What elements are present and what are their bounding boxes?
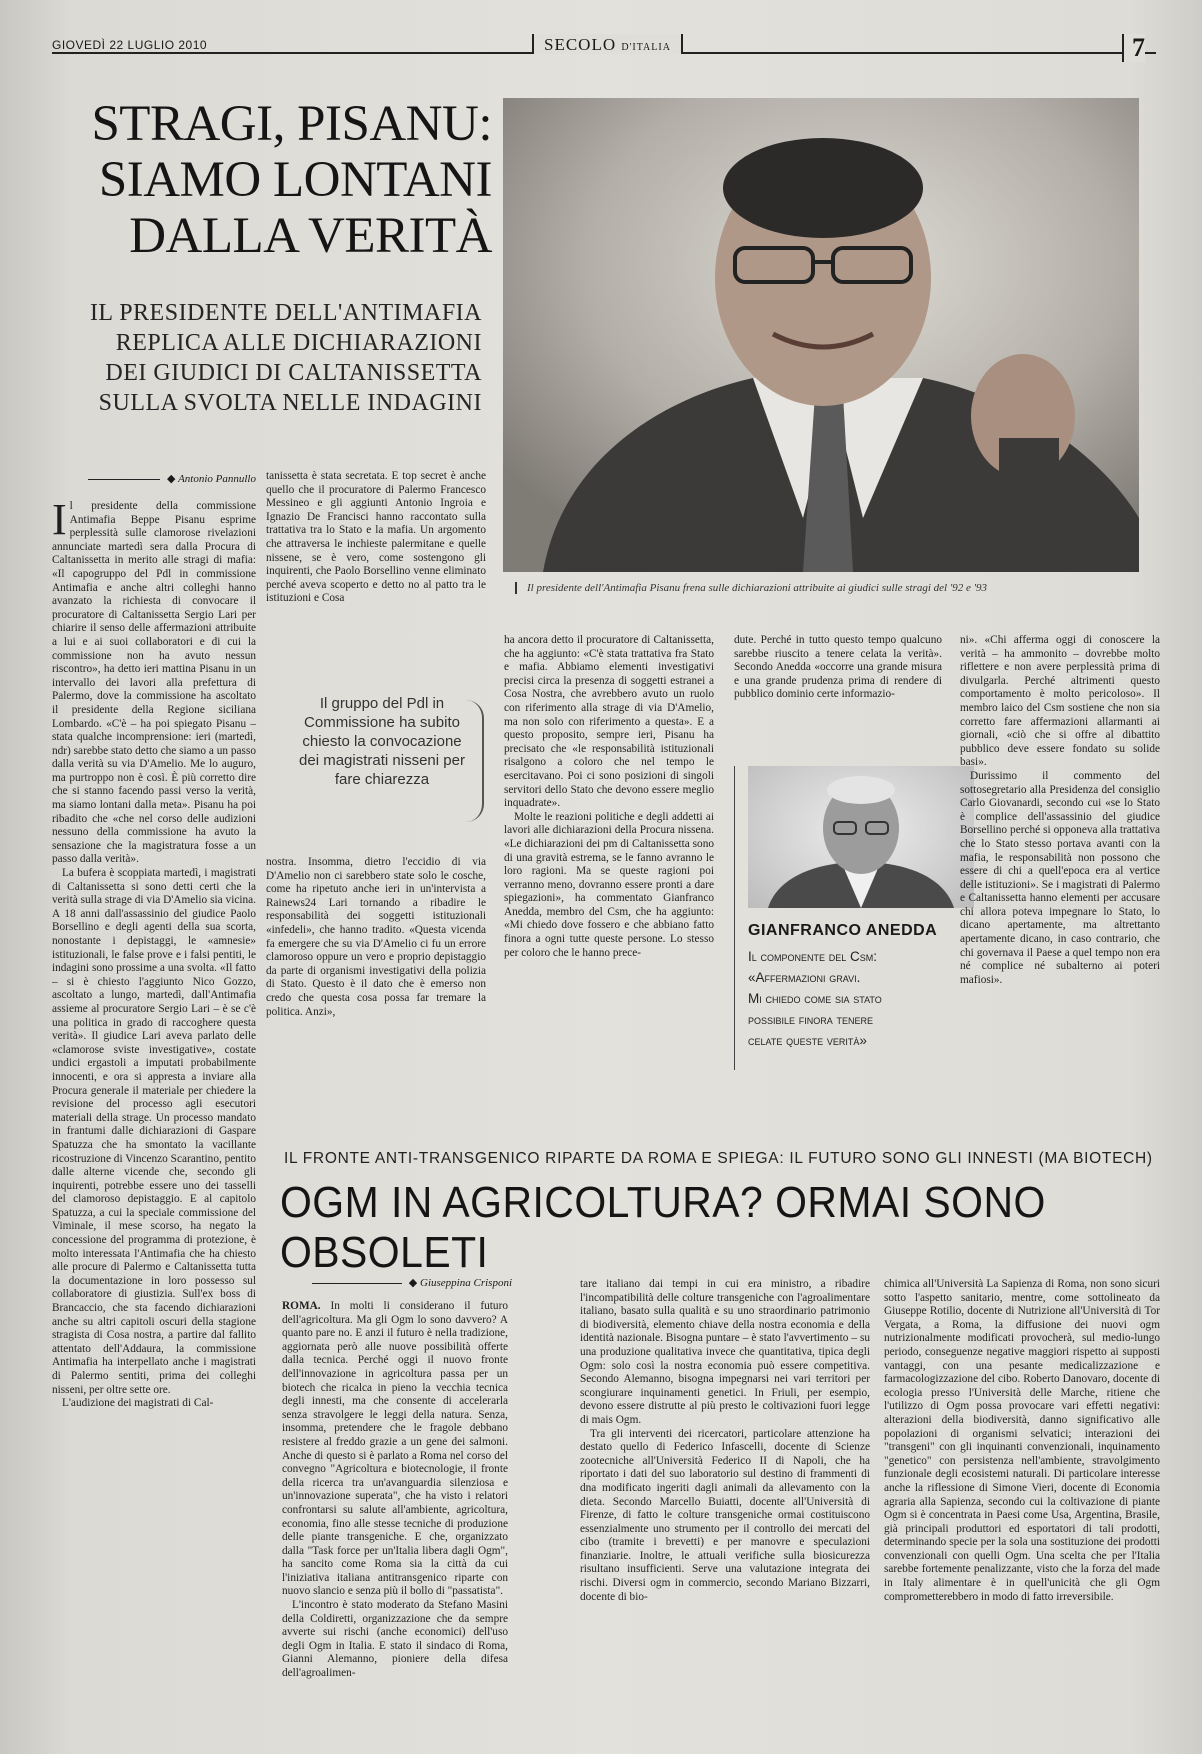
author-name: Giuseppina Crisponi xyxy=(420,1277,512,1289)
masthead-name: SECOLO xyxy=(544,35,617,54)
pull-quote: Il gruppo del Pdl in Commissione ha subito chiesto la convocazione dei magistrati nisseni per fare chiarezza xyxy=(299,695,465,788)
subtitle-line: REPLICA ALLE DICHIARAZIONI xyxy=(115,330,482,356)
subtitle-line: DEI GIUDICI DI CALTANISSETTA xyxy=(105,360,482,386)
article-column-1 xyxy=(52,500,256,1740)
masthead-suffix: D'ITALIA xyxy=(621,42,671,53)
photo-caption: Il presidente dell'Antimafia Pisanu frena sulle dichiarazioni attribuite ai giudici sulle stragi del '92 e '93 xyxy=(515,582,1167,594)
article2-headline: OGM IN AGRICOLTURA? ORMAI SONO OBSOLETI xyxy=(280,1178,1046,1277)
diamond-icon: ◆ xyxy=(408,1277,418,1289)
drop-cap: I xyxy=(52,500,67,544)
paragraph xyxy=(52,500,256,867)
article2-kicker: IL FRONTE ANTI-TRANSGENICO RIPARTE DA ROMA E SPIEGA: IL FUTURO SONO GLI INNESTI (MA BIOTECH) xyxy=(284,1150,1153,1167)
pisanu-illustration xyxy=(503,98,1139,572)
pull-quote-brace xyxy=(466,700,484,822)
title-line: STRAGI, PISANU: xyxy=(91,96,492,152)
paragraph-text: In molti li considerano il futuro dell'agricoltura. Ma gli Ogm lo sono davvero? A quanto pare no. E anzi il futuro è nella tradizione, aggiornata però alle nuove possibilità offerte dalla tecnica. Perché oggi il nuovo fronte dell'innovazione in agricoltura passa per un biotech che ricalca in pieno la vecchia tecnica degli innesti, ma che consente di accelerarla senza stravolgere le leggi della natura. Senza, insomma, pretendere che le fragole debbano resistere al freddo grazie a un gene dei salmoni. Anche di questo si è parlato a Roma nel corso del convegno "Agricoltura e biotecnologie, il fronte della ricerca tra un'avanguardia silenziosa e un'innovazione superata", che ha visto i relatori confrontarsi su salute all'ambiente, agricoltura, economia, fino alle stesse tecniche di produzione delle piante transgeniche. E che, organizzato dalla "Task force per un'Italia libera dagli Ogm", ha sancito come Roma sia la città da cui l'iniziativa italiana antitransgenico riparte con nuovo slancio e senza più il bollo di "passatista". xyxy=(282,1300,508,1598)
title-line: DALLA VERITÀ xyxy=(129,208,492,264)
paragraph: L'incontro è stato moderato da Stefano Masini della Coldiretti, organizzazione che da sempre avverte sui rischi (anche economici) dell'uso degli Ogm in Italia. E stato il sindaco di Roma, Gianni Alemanno, pioniere della difesa dell'agroalimen- xyxy=(282,1599,508,1680)
article-byline xyxy=(52,472,256,485)
box-line: celate queste verità» xyxy=(748,1033,867,1048)
anedda-photo xyxy=(748,766,974,908)
newspaper-masthead xyxy=(532,34,683,54)
article-column-4 xyxy=(734,634,942,730)
dateline: ROMA. xyxy=(282,1300,321,1312)
author-name: Antonio Pannullo xyxy=(178,473,256,485)
title-line: SIAMO LONTANI xyxy=(98,152,492,208)
paragraph: La bufera è scoppiata martedì, i magistrati di Caltanissetta si sono detti certi che la verità sulla strage di via D'Amelio sia vicina. A 18 anni dall'assassinio del giudice Paolo Borsellino e degli agenti della sua scorta, nonostante i depistaggi, le «amnesie» istituzionali, le false prove e i falsi pentiti, le indagini sono prossime a una svolta. «Il fatto – si è chiesto l'aggiunto Nico Gozzo, ascoltato a lungo, martedì, dall'Antimafia assieme al procuratore Sergio Lari – è se c'è una politica in grado di raccoghere questa verità». Il giudice Lari aveva parlato delle «clamorose sviste investigative», costate undici ergastoli a imputati probabilmente innocenti, e ora si appresta a inviare alla Procura generale il materiale per chiedere la revisione del processo agli esecutori materiali della strage. Un processo mandato in frantumi dalle dichiarazioni di Gaspare Spatuzza che ha smontato la vacillante ricostruzione di Vincenzo Scarantino, pentito dalle alterne vicende che, secondo gli inquirenti, potrebbe essere uno dei tasselli del clamoroso depistaggio. E al capitolo Spatuzza, a cui la speciale commissione del Viminale, il mese scorso, ha negato la concessione del programma di protezione, è molto interessata l'Antimafia che ha chiesto alle procure di Palermo e Caltanissetta tutta la documentazione in loro possesso sul collaboratore di giustizia. Sull'ex boss di Brancaccio, che sta facendo dichiarazioni anche su altri capitoli oscuri della stagione stragista di Cosa nostra, a partire dal fallito attentato dell'Addaura, la commissione Antimafia ha interpellato anche i magistrati di Palermo sentiti, prima dei colleghi nisseni, per oltre sette ore. xyxy=(52,867,256,1396)
paragraph-text: l presidente della commissione Antimafia Beppe Pisanu esprime perplessità sulle clamorose rivelazioni annunciate martedì sera dalla Procura di Caltanissetta in merito alle stragi di mafia: «Il capogruppo del Pdl in commissione Antimafia e anche altri colleghi hanno avanzato la richiesta di convocare il procuratore di Caltanissetta Sergio Lari per chiarire il senso delle affermazioni attribuite a lui e ai suoi collaboratori e di cui la commissione non ha avuto nessun riscontro», ha detto ieri mattina Pisanu in un intervallo dei lavori alla prefettura di Palermo, dove la commissione ha ascoltato il presidente della Regione siciliana Lombardo. «C'è – ha poi spiegato Pisanu – stata qualche incomprensione: ieri (martedì, ndr) sarebbe stato detto che siamo a un passo dalla verità su via D'Amelio. Me lo auguro, ma purtroppo non è così. È più corretto dire che si stanno facendo passi verso la verità, ma siamo lontani dalla meta». Pisanu ha poi ribadito che «che nel corso delle audizioni nessuno della commissione ha avuto la sensazione che la magistratura fosse a un passo dalla verità». xyxy=(52,500,256,866)
subtitle-line: SULLA SVOLTA NELLE INDAGINI xyxy=(98,390,482,416)
pisanu-photo xyxy=(503,98,1139,572)
article-title xyxy=(52,96,492,264)
box-quote xyxy=(748,946,976,1051)
box-person-name: GIANFRANCO ANEDDA xyxy=(748,922,938,939)
article2-byline xyxy=(282,1276,512,1289)
box-line: «Affermazioni gravi. xyxy=(748,970,861,985)
box-line: Il componente del Csm: xyxy=(748,949,878,964)
paragraph: Molte le reazioni politiche e degli addetti ai lavori alle dichiarazioni della Procura nissena. «Le dichiarazioni dei pm di Caltanissetta sono di una gravità estrema, se le fanno avranno le loro ragioni. Ma se queste ragioni poi verranno meno, dovranno essere pronti a dare spiegazioni», ha commentato Gianfranco Anedda, membro del Csm, che ha aggiunto: «Mi chiedo dove fossero e che abbiano fatto finora a ogni tutte queste persone. Lo stesso per coloro che le hanno prece- xyxy=(504,810,714,959)
diamond-icon: ◆ xyxy=(167,473,176,485)
paragraph: dute. Perché in tutto questo tempo qualcuno sarebbe riuscito a tenere celata la verità». Secondo Anedda «occorre una grande misura e una grande prudenza prima di rendere di pubblico dominio certe informazio- xyxy=(734,634,942,701)
paragraph: ni». «Chi afferma oggi di conoscere la verità – ha ammonito – dovrebbe molto riflettere e non avere perplessità prima di divulgarla. Perché altrimenti questo comportamento è molto pericoloso». Il membro laico del Csm sostiene che non sia corretto fare affermazioni allarmanti ai giornali, «ciò che si offre al dibattito pubblico deve essere fondato su solide basi». xyxy=(960,634,1160,769)
article-column-2 xyxy=(266,470,486,666)
paragraph: Tra gli interventi dei ricercatori, particolare attenzione ha destato quello di Federico Infascelli, docente di Scienze zootecniche all'Università Federico II di Napoli, che ha riportato i dati del suo laboratorio sul destino di frammenti di dna modificato ingeriti dagli animali da allevamento con la dieta. Secondo Marcello Buiatti, docente all'Università di Firenze, di fatto le colture transgeniche ormai costituiscono essenzialmente uno strumento per il controllo dei mercati del cibo (tramite i brevetti) e per manovre e speculazioni finanziarie. Inoltre, le attuali verifiche sulla biosicurezza risultano insufficienti. Serve una valutazione integrata dei rischi. Diversi ogm in commercio, secondo Mariano Bizzarri, docente di bio- xyxy=(580,1427,870,1603)
page-number: 7 xyxy=(1122,34,1145,62)
paragraph xyxy=(282,1300,508,1599)
article-column-3 xyxy=(504,634,714,1086)
anedda-illustration xyxy=(748,766,974,908)
article2-column-2 xyxy=(580,1278,870,1740)
article2-column-1 xyxy=(282,1300,508,1740)
article2-column-3 xyxy=(884,1278,1160,1740)
paragraph: tare italiano dai tempi in cui era ministro, a ribadire l'incompatibilità delle colture transgeniche con l'agroalimentare italiano, basato sulla qualità e su uno straordinario patrimonio di biodiversità, elemento chiave della nostra economia e della identità nazionale. Bisogna puntare – è stato l'avvertimento – su una produzione qualitativa invece che quantitativa, tipica degli Ogm: solo così la nostra economia può essere competitiva. Secondo Alemanno, bisogna impegnarsi nei vari territori per scongiurare inquinamenti genetici. In Friuli, per esempio, devono essere distrutte al più presto le coltivazioni fuori legge di mais Ogm. xyxy=(580,1278,870,1426)
article-column-2-bottom xyxy=(266,856,486,1086)
paragraph: chimica all'Università La Sapienza di Roma, non sono sicuri sotto l'aspetto sanitario, mentre, come sottolineato da Giuseppe Rotilio, docente di Nutrizione all'Università di Tor Vergata, a Roma, la diffusione dei nuovi ogm nutrizionalmente modificati provocherà, sul medio-lungo periodo, conseguenze negative maggiori rispetto ai supposti vantaggi, con una pesante medicalizzazione e farmacologizzazione del cibo. Roberto Danovaro, docente di ecologia presso l'Università delle Marche, ritiene che l'utilizzo di Ogm possa provocare vari effetti negativi: alterazioni della biodiversità, danno significativo alle popolazioni di organismi selvatici; interazioni dei "transgeni" con gli inquinanti convenzionali, inquinamento "genetico" con persistenza nell'ambiente, stravolgimento funzionale degli ecosistemi naturali. Di particolare interesse anche la riflessione di Simone Vieri, docente di Economia agraria alla Sapienza, secondo cui la coltivazione di piante Ogm si è concentrata in Paesi come Usa, Argentina, Brasile, già principali produttori ed esportatori di tali prodotti, determinando specie per la sola una sostituzione dei prodotti convenzionali con quelli Ogm. Una scelta che per l'Italia sarebbe fortemente penalizzante, visto che la forza del made in Italy alimentare è in quell'unicità che gli Ogm comprometterebbero in modo di fatto irreversibile. xyxy=(884,1278,1160,1603)
subtitle-line: IL PRESIDENTE DELL'ANTIMAFIA xyxy=(89,300,482,326)
article-column-5 xyxy=(960,634,1160,1086)
box-line: possibile finora tenere xyxy=(748,1012,874,1027)
issue-date: GIOVEDÌ 22 LUGLIO 2010 xyxy=(52,38,208,52)
paragraph: Durissimo il commento del sottosegretario alla Presidenza del consiglio Carlo Giovanardi, secondo cui «se lo Stato è complice dell'assassinio del giudice Borsellino perché si opponeva alla trattativa che lo Stato stesso portava avanti con la mafia, le responsabilità non possono che essere di chi a quell'epoca era al vertice delle istituzioni». Se i magistrati di Palermo e Caltanissetta hanno elementi per accusare chi allora poteva impegnare lo Stato, lo dicano apertamente, ma altrettanto apertamente dicano, in caso contrario, che chi governava il Paese a quel tempo non era né complice né subalterno ai poteri mafiosi». xyxy=(960,769,1160,986)
paragraph: L'audizione dei magistrati di Cal- xyxy=(62,1397,214,1410)
paragraph: ha ancora detto il procuratore di Caltanissetta, che ha aggiunto: «C'è stata trattativa fra Stato e mafia. Abbiamo elementi investigativi precisi circa la presenza di soggetti estranei a Cosa Nostra, che avrebbero avuto un ruolo con riferimento alla strage di via D'Amelio, ma non solo con riferimento a questa». E a questo proposito, sempre ieri, Pisanu ha precisato che «le responsabilità istituzionali risalgono a coloro che nel tempo le esercitavano. Poi ci sono posizioni di singoli servitori dello Stato che devono essere meglio inquadrate». xyxy=(504,634,714,810)
paragraph: nostra. Insomma, dietro l'eccidio di via D'Amelio non ci sarebbero state solo le cosche, come ha ripetuto anche ieri in un'intervista a Rainews24 Lari tornando a ribadire le responsabilità dei soggetti istituzionali «infedeli», che hanno tradito. «Questa vicenda fa emergere che su via D'Amelio ci fu un errore clamoroso oppure un vero e proprio depistaggio da parte di organismi investigativi della polizia di Stato. Questo è il dato che è emerso non credo che questa cosa possa far tremare la politica. Anzi», xyxy=(266,856,486,1018)
article-subtitle xyxy=(52,298,482,418)
paragraph: tanissetta è stata secretata. E top secret è anche quello che il procuratore di Palermo Francesco Messineo e gli aggiunti Antonio Ingroia e Ignazio De Francisci hanno raccontato sulla trattativa tra lo Stato e la mafia. Un argomento che attraversa le inchieste palermitane e quelle nissene, se è vero, come sostengono gli inquirenti, che Paolo Borsellino venne eliminato perché aveva scoperto e detto no al patto tra le istituzioni e Cosa xyxy=(266,470,486,605)
box-line: Mi chiedo come sia stato xyxy=(748,991,882,1006)
